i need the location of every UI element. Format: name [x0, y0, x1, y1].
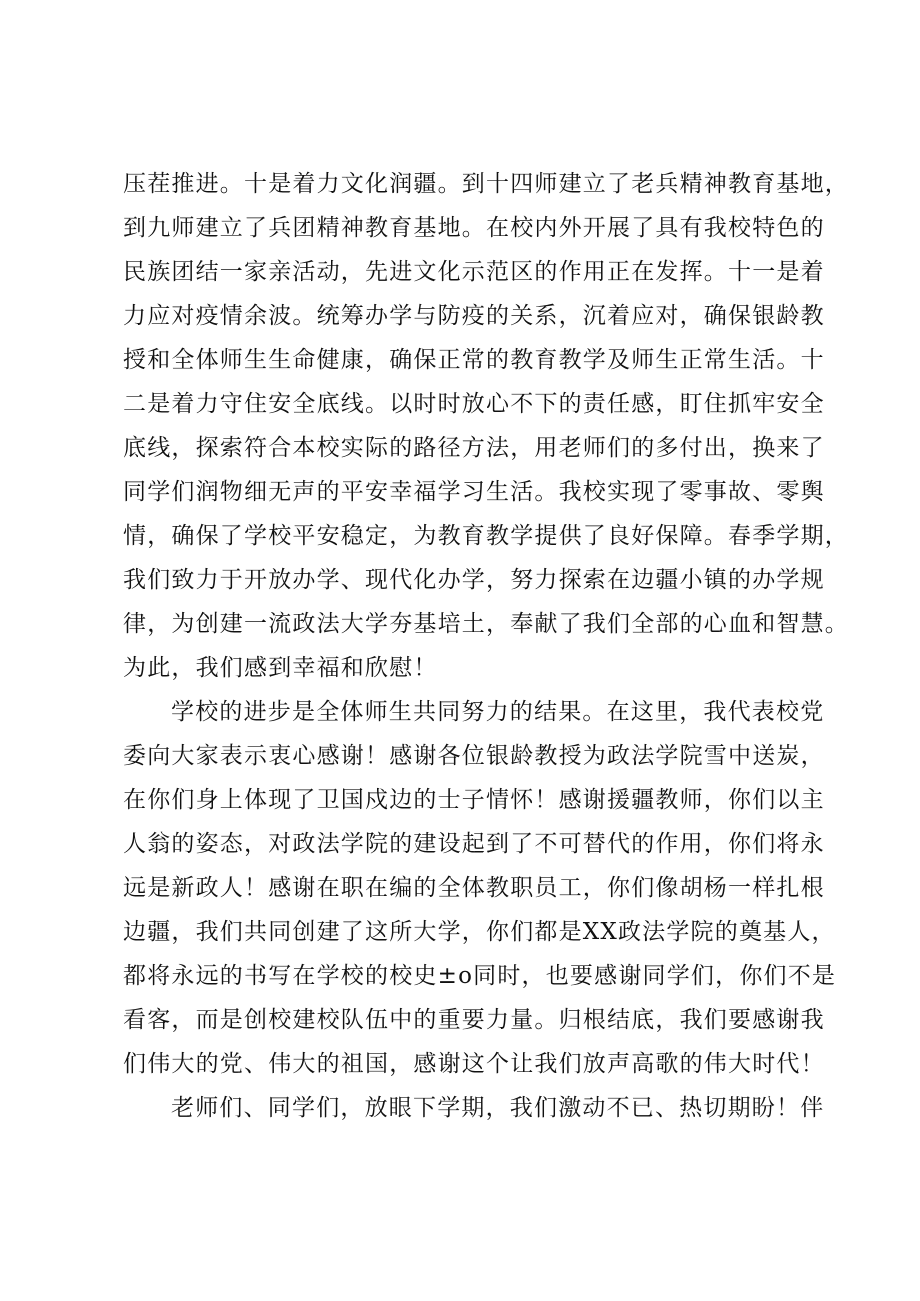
text-line: 律，为创建一流政法大学夯基培土，奉献了我们全部的心血和智慧。: [123, 611, 849, 637]
text-line: 们伟大的党、伟大的祖国，感谢这个让我们放声高歌的伟大时代！: [123, 1051, 825, 1077]
text-line: 压茬推进。十是着力文化润疆。到十四师建立了老兵精神教育基地，: [123, 171, 849, 197]
text-line: 力应对疫情余波。统筹办学与防疫的关系，沉着应对，确保银龄教: [123, 303, 825, 329]
paragraph-start-line: 学校的进步是全体师生共同努力的结果。在这里，我代表校党: [171, 699, 825, 725]
text-line: 底线，探索符合本校实际的路径方法，用老师们的多付出，换来了: [123, 435, 825, 461]
body-text: [123, 162, 849, 1130]
text-line: 民族团结一家亲活动，先进文化示范区的作用正在发挥。十一是着: [123, 259, 825, 285]
text-line: 远是新政人！感谢在职在编的全体教职员工，你们像胡杨一样扎根: [123, 875, 825, 901]
text-line: 我们致力于开放办学、现代化办学，努力探索在边疆小镇的办学规: [123, 567, 825, 593]
text-line: 人翁的姿态，对政法学院的建设起到了不可替代的作用，你们将永: [123, 831, 825, 857]
text-line: 情，确保了学校平安稳定，为教育教学提供了良好保障。春季学期，: [123, 523, 849, 549]
text-line: 边疆，我们共同创建了这所大学，你们都是XX政法学院的奠基人，: [123, 919, 836, 945]
paragraph-start-line: 老师们、同学们，放眼下学期，我们激动不已、热切期盼！伴: [171, 1095, 825, 1121]
text-line: 都将永远的书写在学校的校史±o同时，也要感谢同学们，你们不是: [123, 963, 837, 989]
text-line: 委向大家表示衷心感谢！感谢各位银龄教授为政法学院雪中送炭，: [123, 743, 825, 769]
text-line: 到九师建立了兵团精神教育基地。在校内外开展了具有我校特色的: [123, 215, 825, 241]
text-line: 授和全体师生生命健康，确保正常的教育教学及师生正常生活。十: [123, 347, 825, 373]
text-line: 在你们身上体现了卫国戍边的士子情怀！感谢援疆教师，你们以主: [123, 787, 825, 813]
text-line: 看客，而是创校建校队伍中的重要力量。归根结底，我们要感谢我: [123, 1007, 825, 1033]
text-line: 同学们润物细无声的平安幸福学习生活。我校实现了零事故、零舆: [123, 479, 825, 505]
text-line: 为此，我们感到幸福和欣慰！: [123, 655, 438, 681]
text-line: 二是着力守住安全底线。以时时放心不下的责任感，盯住抓牢安全: [123, 391, 825, 417]
